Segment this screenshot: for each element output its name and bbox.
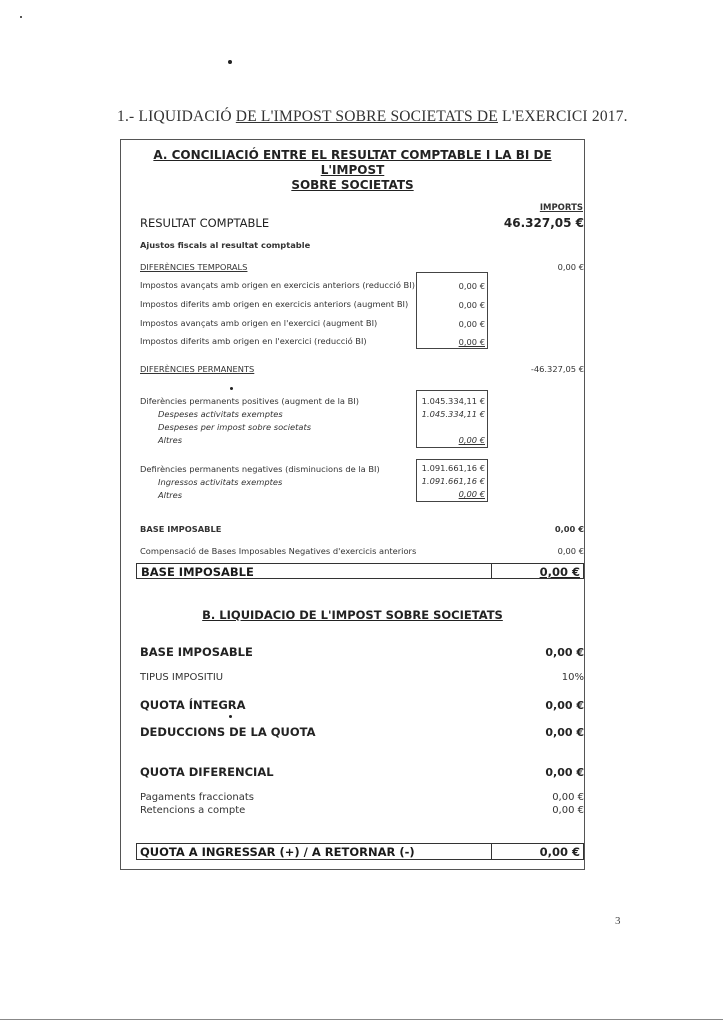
base-imposable-total-label: BASE IMPOSABLE — [141, 565, 254, 579]
base-imposable-row — [140, 524, 584, 534]
cell-divider — [491, 564, 492, 578]
permanents-total: -46.327,05 € — [530, 364, 584, 374]
temporal-value: 0,00 € — [458, 300, 485, 310]
temporals-row — [140, 262, 584, 272]
quota-diferencial-value: 0,00 € — [545, 766, 584, 779]
negatives-item-value: 1.091.661,16 € — [421, 476, 485, 486]
b-base-value: 0,00 € — [545, 646, 584, 659]
base-imposable-total-value: 0,00 € — [539, 565, 580, 579]
negatives-item-value: 0,00 € — [458, 489, 485, 499]
temporal-item-label: Impostos avançats amb origen en exercicis anteriors (reducció BI) — [140, 280, 415, 290]
negatives-label: Defirències permanents negatives (disminucions de la BI) — [140, 464, 380, 474]
temporal-value: 0,00 € — [458, 319, 485, 329]
resultat-comptable-row — [140, 216, 584, 230]
negatives-box — [416, 459, 488, 502]
positives-item-label: Despeses per impost sobre societats — [158, 422, 312, 432]
quota-integra-value: 0,00 € — [545, 699, 584, 712]
positives-label: Diferències permanents positives (augment de la BI) — [140, 396, 359, 406]
negatives-value: 1.091.661,16 € — [421, 463, 485, 473]
temporal-item-label: Impostos diferits amb origen en exercicis anteriors (augment BI) — [140, 299, 409, 309]
quota-diferencial-label: QUOTA DIFERENCIAL — [140, 765, 274, 779]
quota-diferencial-row — [140, 765, 584, 779]
scan-speck — [230, 387, 233, 390]
tipus-value: 10% — [561, 672, 584, 683]
temporals-total: 0,00 € — [557, 262, 584, 272]
heading-suffix: L'EXERCICI 2017. — [497, 108, 628, 125]
quota-final-label: QUOTA A INGRESSAR (+) / A RETORNAR (-) — [140, 845, 415, 859]
base-imposable-total-box — [136, 563, 584, 579]
b-base-row — [140, 645, 584, 659]
deduccions-label: DEDUCCIONS DE LA QUOTA — [140, 725, 316, 739]
base-imposable-label: BASE IMPOSABLE — [140, 524, 222, 534]
deduccions-row — [140, 725, 584, 739]
b-base-label: BASE IMPOSABLE — [140, 645, 253, 659]
scan-speck — [229, 715, 232, 718]
ajustos-label: Ajustos fiscals al resultat comptable — [140, 240, 311, 250]
quota-integra-row — [140, 698, 584, 712]
positives-item-value: 1.045.334,11 € — [421, 409, 485, 419]
pagaments-row — [140, 792, 584, 803]
tipus-row — [140, 672, 584, 683]
tipus-label: TIPUS IMPOSITIU — [140, 672, 224, 683]
positives-item-label: Despeses activitats exemptes — [158, 409, 283, 419]
scan-speck — [20, 16, 22, 18]
page-heading — [117, 108, 628, 126]
temporal-value: 0,00 € — [458, 281, 485, 291]
resultat-comptable-value: 46.327,05 € — [503, 216, 584, 230]
ajustos-row — [140, 240, 584, 250]
resultat-comptable-label: RESULTAT COMPTABLE — [140, 216, 270, 230]
heading-prefix: 1.- LIQUIDACIÓ — [117, 108, 236, 125]
quota-integra-label: QUOTA ÍNTEGRA — [140, 698, 246, 712]
deduccions-value: 0,00 € — [545, 726, 584, 739]
temporal-value: 0,00 € — [458, 337, 485, 347]
positives-box — [416, 390, 488, 448]
quota-final-box — [136, 843, 584, 860]
scan-speck — [228, 60, 232, 64]
section-a-title-line2: SOBRE SOCIETATS — [291, 178, 414, 192]
temporal-item-label: Impostos diferits amb origen en l'exercici (reducció BI) — [140, 336, 367, 346]
quota-final-value: 0,00 € — [539, 845, 580, 859]
section-a-title-line1: A. CONCILIACIÓ ENTRE EL RESULTAT COMPTABLE I LA BI DE L'IMPOST — [153, 148, 552, 177]
pagaments-label: Pagaments fraccionats — [140, 792, 254, 803]
compensacio-label: Compensació de Bases Imposables Negatives d'exercicis anteriors — [140, 546, 417, 556]
positives-item-value: 0,00 € — [458, 435, 485, 445]
section-b-title: B. LIQUIDACIO DE L'IMPOST SOBRE SOCIETATS — [202, 608, 503, 622]
imports-header: IMPORTS — [539, 203, 583, 213]
compensacio-value: 0,00 € — [557, 546, 584, 556]
negatives-item-label: Altres — [158, 490, 183, 500]
base-imposable-value: 0,00 € — [554, 524, 584, 534]
section-a-title — [120, 148, 585, 193]
retencions-label: Retencions a compte — [140, 805, 246, 816]
temporals-label: DIFERÈNCIES TEMPORALS — [140, 262, 248, 272]
cell-divider — [491, 844, 492, 859]
pagaments-value: 0,00 € — [552, 792, 584, 803]
retencions-value: 0,00 € — [552, 805, 584, 816]
permanents-label: DIFERÈNCIES PERMANENTS — [140, 364, 255, 374]
scan-edge-line — [0, 1019, 723, 1020]
temporals-box — [416, 272, 488, 349]
temporal-item-label: Impostos avançats amb origen en l'exercici (augment BI) — [140, 318, 378, 328]
heading-underlined: DE L'IMPOST SOBRE SOCIETATS DE — [235, 108, 498, 125]
negatives-item-label: Ingressos activitats exemptes — [158, 477, 283, 487]
compensacio-row — [140, 546, 584, 556]
page-number: 3 — [615, 915, 621, 927]
permanents-row — [140, 364, 584, 374]
positives-value: 1.045.334,11 € — [421, 396, 485, 406]
retencions-row — [140, 805, 584, 816]
positives-item-label: Altres — [158, 435, 183, 445]
